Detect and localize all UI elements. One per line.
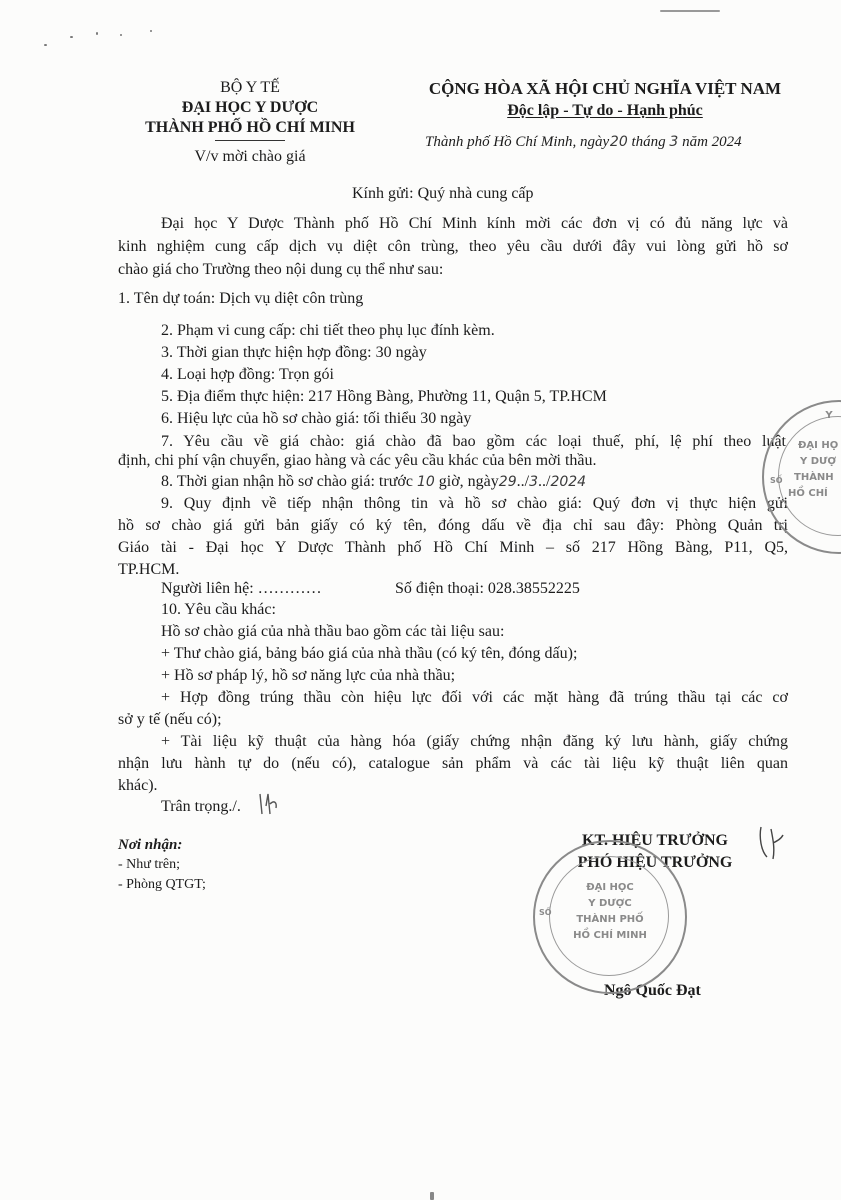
nation-motto-text: Độc lập - Tự do - Hạnh phúc — [507, 102, 703, 119]
docs-item-4-line-2: nhận lưu hành tự do (nếu có), catalogue sản phẩm và các tài liệu kỹ thuật liên quan — [118, 755, 788, 772]
university-name-line2: THÀNH PHỐ HỒ CHÍ MINH — [145, 119, 355, 136]
recipient-2: - Phòng QTGT; — [118, 877, 206, 892]
seal-side-line-4: HỒ CHÍ — [788, 488, 828, 499]
document-date — [425, 134, 742, 151]
docs-item-3-line-2: sở y tế (nếu có); — [118, 711, 222, 728]
signature-line-2: PHÓ HIỆU TRƯỞNG — [577, 854, 733, 871]
item-9-line-1: 9. Quy định về tiếp nhận thông tin và hồ sơ chào giá: Quý đơn vị thực hiện gửi — [161, 495, 788, 512]
header-right — [405, 78, 805, 122]
seal-side-line-2: Y DƯỢ — [800, 456, 837, 467]
item-6: 6. Hiệu lực của hồ sơ chào giá: tối thiểu 30 ngày — [161, 410, 472, 427]
item-8-hour-handwritten: 10 — [416, 474, 435, 490]
initial-mark-icon — [256, 788, 280, 816]
header-left — [120, 78, 380, 167]
date-month-handwritten: 3 — [669, 134, 679, 150]
item-10: 10. Yêu cầu khác: — [161, 601, 276, 618]
recipients-title: Nơi nhận: — [118, 837, 183, 853]
seal-main-line-4: HỒ CHÍ MINH — [573, 930, 647, 941]
seal-side-line-1: ĐẠI HỌ — [798, 440, 839, 451]
item-2: 2. Phạm vi cung cấp: chi tiết theo phụ lục đính kèm. — [161, 322, 495, 339]
item-9-line-2: hồ sơ chào giá gửi bản giấy có ký tên, đóng dấu về địa chỉ sau đây: Phòng Quản trị — [118, 517, 788, 534]
salutation: Kính gửi: Quý nhà cung cấp — [352, 185, 534, 202]
date-day-handwritten: 20 — [609, 134, 628, 150]
seal-side-top: Y — [825, 410, 833, 421]
item-8-month-handwritten: 3 — [529, 474, 538, 490]
nation-motto — [405, 100, 805, 122]
seal-main-line-2: Y DƯỢC — [588, 898, 632, 909]
seal-main-side: SỐ — [539, 908, 552, 917]
closing: Trân trọng./. — [161, 798, 241, 815]
date-month-label: tháng — [631, 134, 666, 150]
item-5: 5. Địa điểm thực hiện: 217 Hồng Bàng, Phường 11, Quận 5, TP.HCM — [161, 388, 607, 405]
signature-scribble-icon — [755, 823, 785, 863]
header-left-underline — [215, 140, 285, 141]
item-8-day-handwritten: 29 — [498, 474, 517, 490]
signer-name: Ngô Quốc Đạt — [604, 982, 701, 999]
item-3: 3. Thời gian thực hiện hợp đồng: 30 ngày — [161, 344, 427, 361]
item-4: 4. Loại hợp đồng: Trọn gói — [161, 366, 334, 383]
recipients-block — [118, 835, 206, 895]
document-subject: V/v mời chào giá — [194, 148, 306, 165]
item-8-prefix: 8. Thời gian nhận hồ sơ chào giá: trước — [161, 473, 413, 490]
item-8-year-handwritten: 2024 — [550, 474, 587, 490]
docs-item-3-line-1: + Hợp đồng trúng thầu còn hiệu lực đối với các mặt hàng đã trúng thầu tại các cơ — [161, 689, 788, 706]
seal-main-line-1: ĐẠI HỌC — [586, 882, 634, 893]
item-1: 1. Tên dự toán: Dịch vụ diệt côn trùng — [118, 290, 364, 307]
official-seal-main — [533, 840, 687, 994]
docs-item-4-line-3: khác). — [118, 777, 158, 794]
intro-line-3: chào giá cho Trường theo nội dung cụ thể như sau: — [118, 261, 444, 278]
item-9-line-4: TP.HCM. — [118, 561, 180, 578]
contact-phone: Số điện thoại: 028.38552225 — [395, 580, 580, 597]
intro-line-2: kinh nghiệm cung cấp dịch vụ diệt côn trùng, theo yêu cầu dưới đây vui lòng gửi hồ sơ — [118, 238, 788, 255]
contact-person: Người liên hệ: ………… — [161, 580, 322, 597]
item-8-mid: giờ, ngày — [438, 473, 499, 490]
docs-item-1: + Thư chào giá, bảng báo giá của nhà thầu (có ký tên, đóng dấu); — [161, 645, 578, 662]
date-prefix: Thành phố Hồ Chí Minh, ngày — [425, 134, 610, 150]
item-8: 8. Thời gian nhận hồ sơ chào giá: trước 10 giờ, ngày29../3../2024 — [161, 473, 587, 490]
item-9-line-3: Giáo tài - Đại học Y Dược Thành phố Hồ Chí Minh – số 217 Hồng Bàng, P11, Q5, — [118, 539, 788, 556]
seal-side-side: SỐ — [770, 476, 783, 485]
item-7-line-2: định, chi phí vận chuyển, giao hàng và các yêu cầu khác của bên mời thầu. — [118, 452, 597, 469]
docs-item-4-line-1: + Tài liệu kỹ thuật của hàng hóa (giấy chứng nhận đăng ký lưu hành, giấy chứng — [161, 733, 788, 750]
docs-intro: Hồ sơ chào giá của nhà thầu bao gồm các tài liệu sau: — [161, 623, 505, 640]
seal-main-line-3: THÀNH PHỐ — [576, 914, 644, 925]
intro-line-1: Đại học Y Dược Thành phố Hồ Chí Minh kính mời các đơn vị có đủ năng lực và — [161, 215, 788, 232]
docs-item-2: + Hồ sơ pháp lý, hồ sơ năng lực của nhà thầu; — [161, 667, 456, 684]
seal-side-line-3: THÀNH — [794, 472, 834, 483]
ministry-name: BỘ Y TẾ — [220, 79, 280, 96]
university-name-line1: ĐẠI HỌC Y DƯỢC — [181, 99, 319, 116]
nation-title: CỘNG HÒA XÃ HỘI CHỦ NGHĨA VIỆT NAM — [428, 79, 782, 98]
item-7-line-1: 7. Yêu cầu về giá chào: giá chào đã bao gồm các loại thuế, phí, lệ phí theo luật — [161, 433, 786, 450]
recipient-1: - Như trên; — [118, 857, 181, 872]
date-year: năm 2024 — [682, 134, 742, 150]
signature-line-1: KT. HIỆU TRƯỞNG — [582, 832, 728, 849]
